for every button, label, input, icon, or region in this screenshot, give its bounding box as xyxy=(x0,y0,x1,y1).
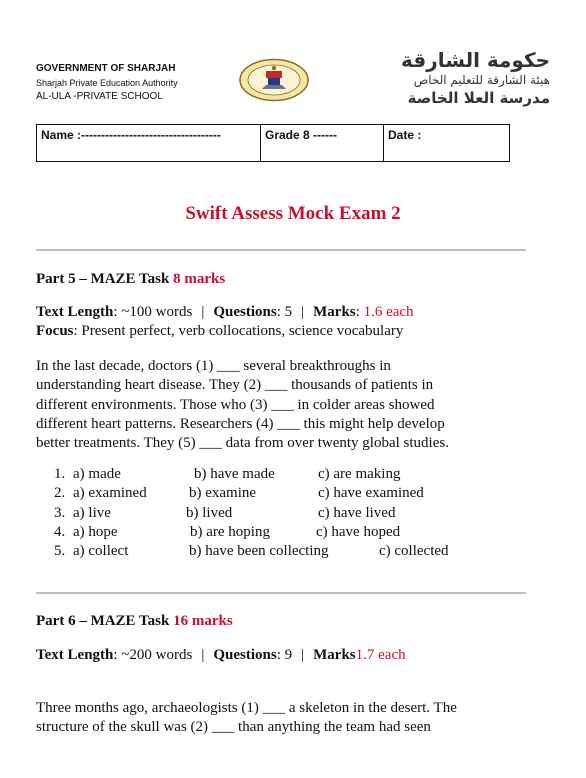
question-option-row xyxy=(54,505,524,524)
option-b[interactable]: b) examine xyxy=(189,485,257,502)
part5-meta: Text Length: ~100 words | Questions: 5 | Marks: 1.6 each xyxy=(36,304,414,320)
option-c[interactable]: c) collected xyxy=(379,543,449,560)
option-c[interactable]: c) have examined xyxy=(318,485,424,502)
option-b[interactable]: b) lived xyxy=(186,504,233,521)
part5-heading xyxy=(36,271,225,288)
option-a[interactable]: a) collect xyxy=(73,543,129,560)
option-c[interactable]: c) have lived xyxy=(318,504,396,521)
passage-line: different heart patterns. Researchers (4) ___ this might help develop xyxy=(36,415,445,432)
school-header-english xyxy=(36,62,178,104)
arabic-authority-line: هيئة الشارقة للتعليم الخاص xyxy=(413,73,550,87)
questions-value: : 5 xyxy=(276,304,293,320)
passage-line: Three months ago, archaeologists (1) ___ a skeleton in the desert. The xyxy=(36,700,457,716)
part6-heading xyxy=(36,613,233,630)
government-line: GOVERNMENT OF SHARJAH xyxy=(36,63,176,74)
option-b[interactable]: b) are hoping xyxy=(190,523,270,540)
arabic-school-line: مدرسة العلا الخاصة xyxy=(407,89,550,107)
option-c[interactable]: c) have hoped xyxy=(316,523,401,540)
focus-label: Focus xyxy=(36,323,74,339)
part6-heading-text: Part 6 – MAZE Task xyxy=(36,613,170,629)
option-a[interactable]: a) live xyxy=(73,504,111,521)
question-number: 2. xyxy=(54,485,66,502)
marks-label: Marks xyxy=(313,304,356,320)
part6-meta: Text Length: ~200 words | Questions: 9 | Marks1.7 each xyxy=(36,647,406,663)
text-length-value: : ~100 words xyxy=(113,304,193,320)
grade-field[interactable]: Grade 8 ------ xyxy=(261,125,384,162)
school-header-arabic xyxy=(350,48,550,108)
school-seal-logo xyxy=(238,58,310,102)
option-a[interactable]: a) made xyxy=(73,466,121,482)
questions-label: Questions xyxy=(213,304,277,320)
marks-value: 1.7 each xyxy=(355,647,406,663)
option-c[interactable]: c) are making xyxy=(318,466,401,482)
question-option-row xyxy=(54,524,524,543)
divider-1 xyxy=(36,249,526,251)
part5-marks: 8 marks xyxy=(173,271,226,287)
option-a[interactable]: a) examined xyxy=(73,485,147,502)
part5-passage xyxy=(36,357,516,453)
text-length-label: Text Length xyxy=(36,304,114,320)
option-b[interactable]: b) have made xyxy=(194,466,275,482)
part5-focus xyxy=(36,323,403,340)
passage-line: structure of the skull was (2) ___ than anything the team had seen xyxy=(36,719,431,736)
option-a[interactable]: a) hope xyxy=(73,523,118,540)
question-number: 3. xyxy=(54,504,66,521)
passage-line: better treatments. They (5) ___ data from over twenty global studies. xyxy=(36,435,449,452)
divider-2 xyxy=(36,592,526,594)
focus-value: : Present perfect, verb collocations, science vocabulary xyxy=(73,323,404,339)
arabic-government-line: حكومة الشارقة xyxy=(400,48,550,72)
option-b[interactable]: b) have been collecting xyxy=(189,543,329,560)
question-option-row xyxy=(54,543,524,562)
exam-title: Swift Assess Mock Exam 2 xyxy=(185,203,401,224)
text-length-label: Text Length xyxy=(36,647,114,663)
school-line: AL-ULA -PRIVATE SCHOOL xyxy=(36,91,163,102)
date-field[interactable]: Date : xyxy=(384,125,510,162)
marks-label: Marks xyxy=(313,647,356,663)
passage-line: different environments. Those who (3) ___ in colder areas showed xyxy=(36,396,435,413)
question-option-row xyxy=(54,466,524,485)
part6-passage xyxy=(36,699,516,738)
part6-marks: 16 marks xyxy=(173,613,233,629)
student-info-table xyxy=(36,124,510,162)
question-option-row xyxy=(54,485,524,504)
text-length-value: : ~200 words xyxy=(113,647,193,663)
question-number: 4. xyxy=(54,523,66,540)
authority-line: Sharjah Private Education Authority xyxy=(36,78,178,88)
questions-value: : 9 xyxy=(276,647,293,663)
questions-label: Questions xyxy=(213,647,277,663)
question-number: 5. xyxy=(54,543,66,560)
name-field[interactable]: Name :----------------------------------- xyxy=(37,125,261,162)
passage-line: understanding heart disease. They (2) ___ thousands of patients in xyxy=(36,377,434,394)
question-number: 1. xyxy=(54,466,66,482)
part5-heading-text: Part 5 – MAZE Task xyxy=(36,271,170,287)
part5-options-list xyxy=(54,466,524,562)
passage-line: In the last decade, doctors (1) ___ several breakthroughs in xyxy=(36,358,391,374)
marks-value: 1.6 each xyxy=(363,304,414,320)
